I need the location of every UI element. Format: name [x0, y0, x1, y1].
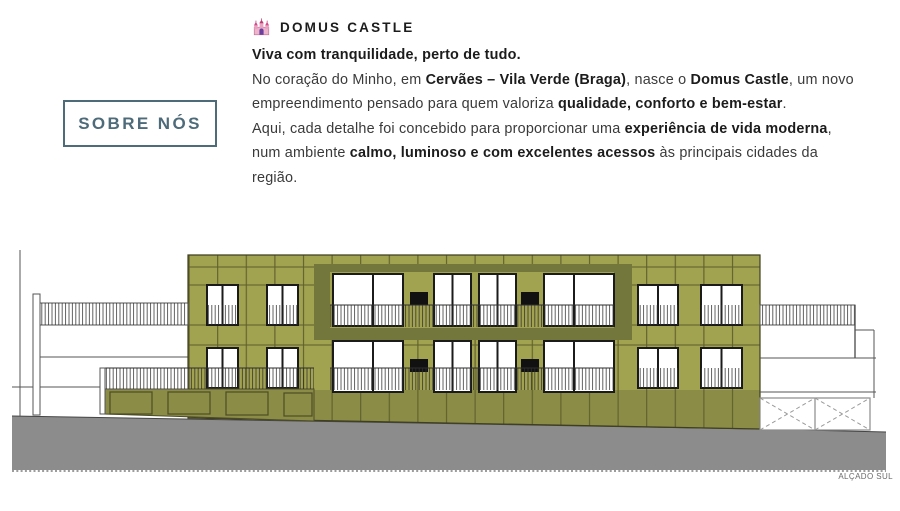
about-paragraph: Viva com tranquilidade, perto de tudo.	[252, 47, 521, 63]
x-brace-gate	[760, 398, 870, 430]
drawing-caption: ALÇADO SUL	[838, 472, 893, 481]
about-paragraph: Aqui, cada detalhe foi concebido para proporcionar uma experiência de vida moderna, num ambiente calmo, luminoso e com excelentes acessos às principais cidades da região.	[252, 120, 832, 186]
about-paragraph: No coração do Minho, em Cervães – Vila Verde (Braga), nasce o Domus Castle, um novo empreendimento pensado para quem valoriza qualidade, conforto e bem-estar.	[252, 71, 854, 113]
right-walkway-railing	[760, 305, 876, 398]
about-section	[252, 16, 864, 191]
about-paragraphs	[252, 43, 864, 191]
brand-row	[252, 16, 864, 38]
elevation-drawing	[0, 238, 900, 506]
south-elevation-svg	[0, 238, 900, 506]
brand-title: DOMUS CASTLE	[280, 19, 415, 35]
left-garden-wall	[100, 368, 314, 421]
about-us-button[interactable]: SOBRE NÓS	[63, 100, 217, 147]
castle-icon	[252, 18, 271, 37]
